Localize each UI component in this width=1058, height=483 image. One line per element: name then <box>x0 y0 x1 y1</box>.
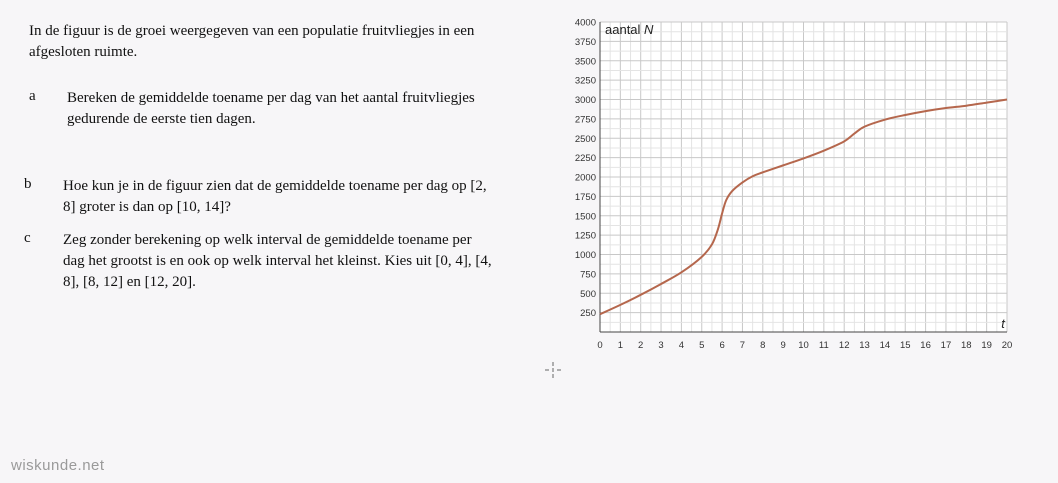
y-tick-label: 1500 <box>574 211 596 223</box>
x-axis-label: t <box>1001 316 1005 331</box>
x-tick-label: 1 <box>617 340 623 351</box>
question-a-text: Bereken de gemiddelde toename per dag van het aantal fruitvliegjes gedurende de eerste tien dagen. <box>67 90 475 127</box>
y-tick-label: 1750 <box>574 191 596 203</box>
x-tick-label: 7 <box>739 340 746 351</box>
y-tick-label: 1000 <box>574 250 596 261</box>
population-chart <box>560 12 1030 357</box>
x-tick-label: 3 <box>658 340 664 351</box>
x-tick-label: 0 <box>597 340 603 351</box>
y-tick-label: 4000 <box>574 17 596 29</box>
y-tick-label: 750 <box>580 269 596 281</box>
x-tick-label: 16 <box>920 340 931 351</box>
question-a-letter: a <box>29 88 36 104</box>
watermark: wiskunde.net <box>11 457 105 474</box>
question-c-text: Zeg zonder berekening op welk interval de gemiddelde toename per dag het grootst is en ook op welk interval het kleinst. Kies uit [0, 4], [4, 8], [8, 12] en [12, 20]. <box>63 232 492 290</box>
x-tick-label: 8 <box>760 340 766 351</box>
x-tick-label: 14 <box>879 340 891 351</box>
x-tick-label: 13 <box>859 340 870 351</box>
y-tick-label: 3750 <box>574 36 596 48</box>
x-tick-label: 15 <box>899 340 911 351</box>
question-b-text: Hoe kun je in de figuur zien dat de gemiddelde toename per dag op [2, 8] groter is dan op [10, 14]? <box>63 178 487 215</box>
x-tick-label: 18 <box>961 340 972 351</box>
y-tick-label: 2250 <box>574 153 596 165</box>
y-tick-label: 3500 <box>574 56 596 68</box>
x-tick-label: 10 <box>798 340 809 351</box>
y-tick-label: 500 <box>580 288 596 300</box>
x-tick-label: 9 <box>780 340 786 351</box>
question-c-letter: c <box>24 230 31 246</box>
x-tick-label: 5 <box>699 340 705 351</box>
x-tick-label: 20 <box>1001 340 1013 351</box>
crosshair-cursor-icon <box>544 361 562 379</box>
y-tick-label: 2000 <box>574 172 596 184</box>
x-tick-label: 6 <box>719 340 725 351</box>
x-tick-label: 17 <box>940 340 952 351</box>
question-b-letter: b <box>24 176 32 192</box>
y-tick-label: 2500 <box>574 133 596 145</box>
intro-text: In de figuur is de groei weergegeven van een populatie fruitvliegjes in een afgesloten ruimte. <box>29 23 475 60</box>
y-tick-label: 2750 <box>574 114 596 126</box>
x-tick-label: 19 <box>981 340 992 351</box>
x-tick-label: 2 <box>638 340 644 351</box>
y-tick-label: 1250 <box>574 230 596 242</box>
y-tick-label: 3250 <box>574 75 596 87</box>
y-tick-label: 3000 <box>574 95 596 106</box>
x-tick-label: 12 <box>838 340 850 351</box>
y-axis-label: aantal N <box>605 22 654 37</box>
y-tick-label: 250 <box>580 308 596 320</box>
x-tick-label: 11 <box>818 340 829 351</box>
x-tick-label: 4 <box>678 340 685 351</box>
